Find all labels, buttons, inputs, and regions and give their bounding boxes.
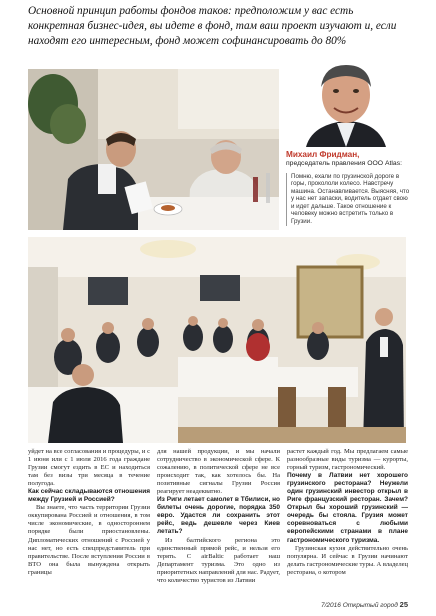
photo-portrait-friedman <box>284 55 408 147</box>
paragraph: Грузинская кухня действительно очень популярна. И сейчас в Грузии начинают делать гастрономические туры. А владелец ресторана, о котором <box>287 544 408 576</box>
paragraph: Из балтийского региона это единственный прямой рейс, и нельзя его терять. С airBaltic работает наш Департамент туризма. Это одно из приоритетных направлений для нас. Радует, что количество туристов из Латвии <box>157 536 280 584</box>
article-column-2 <box>157 448 280 585</box>
page-footer <box>321 600 408 609</box>
issue-label: 7/2016 Открытый город <box>321 602 398 609</box>
interview-question: Из Риги летает самолет в Тбилиси, но билеты очень дорогие, порядка 350 евро. Удастся ли сохранить этот рейс, ведь дешевле через Киев летать? <box>157 496 280 536</box>
interview-question: Как сейчас складываются отношения между Грузией и Россией? <box>28 488 150 504</box>
paragraph: Вы знаете, что часть территории Грузии оккупирована Россией и отношения, в том числе экономические, в одностороннем порядке были приостановлены. Дипломатических отношений с Россией у нас нет, но есть спецпредставитель при правительстве. После вступления России в ВТО она была вынуждена открыть границы <box>28 504 150 576</box>
photo-caption <box>286 150 410 226</box>
article-column-1 <box>28 448 150 577</box>
page-number: 25 <box>399 600 408 609</box>
paragraph: для нашей продукции, и мы начали сотрудничество в экономической сфере. К сожалению, в политической сфере не все происходит так, как хотелось бы. На позитивные сигналы Грузии Россия реагирует неадекватно. <box>157 448 280 496</box>
article-column-3 <box>287 448 408 577</box>
caption-role: председатель правления ООО Atlas: <box>286 159 402 167</box>
caption-name: Михаил Фридман, <box>286 150 360 159</box>
interview-question: Почему в Латвии нет хорошего грузинского ресторана? Неужели один грузинский инвестор открыл в Риге французский ресторан. Зачем? Открыл бы хороший грузинский — очередь бы стояла. Грузия может соревноваться с любыми европейскими странами в плане гастрономического туризма. <box>287 472 408 544</box>
paragraph: растет каждый год. Мы предлагаем самые разнообразные виды туризма — курорты, горный туризм, гастрономический. <box>287 448 408 472</box>
photo-dinner-conversation <box>28 69 279 230</box>
photo-restaurant-hall <box>28 237 406 443</box>
paragraph: уйдет на все согласования и процедуры, и с 1 июня или с 1 июля 2016 года граждане Грузии смогут ездить в ЕС и находиться там без визы три месяца в течение полугода. <box>28 448 150 488</box>
caption-quote: Помню, ехали по грузинской дороге в горы, прокололи колесо. Навстречу машина. Останавливается. Выясняя, что у нас нет запаски, водитель отдает свою и идет дальше. Такое отношение к человеку можно встретить только в Грузии. <box>286 173 410 226</box>
pull-quote: Основной принцип работы фондов таков: предположим у вас есть конкретная бизнес-идея, вы идете в фонд, там ваш проект изучают и, если находят его интересным, фонд может софинансировать до 80% <box>28 5 397 47</box>
